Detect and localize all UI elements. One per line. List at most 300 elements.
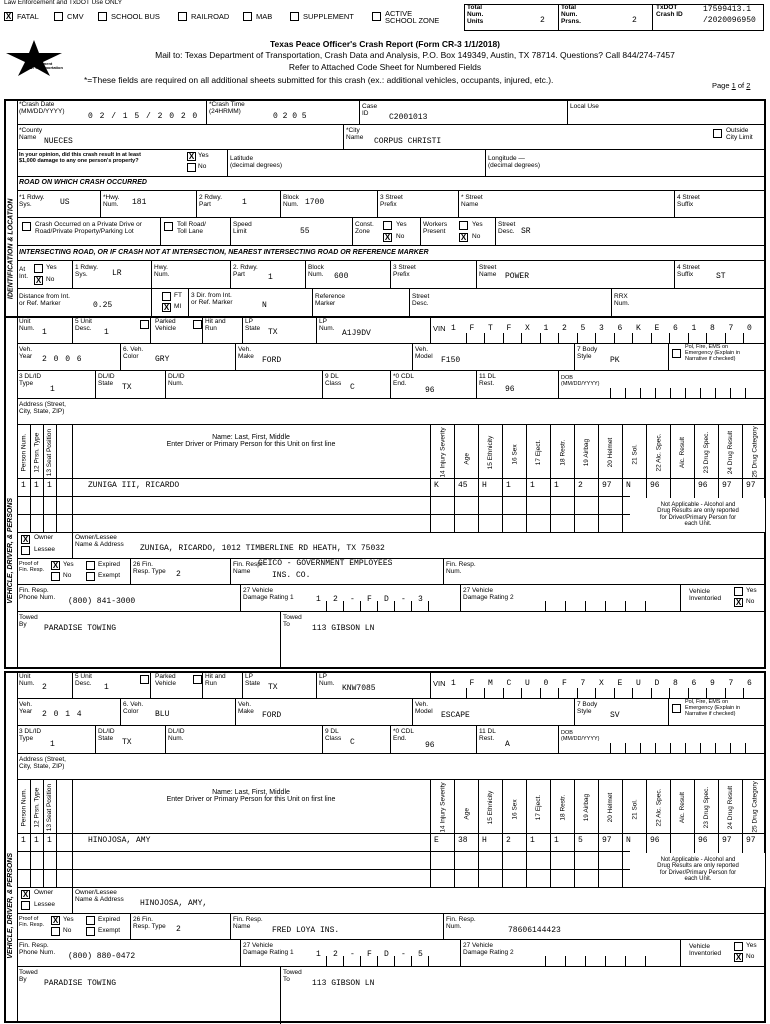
case-id: C2001013 bbox=[389, 113, 428, 122]
damage1-char: - bbox=[401, 595, 406, 604]
unit-1-section bbox=[0, 316, 770, 669]
damage1-char: 1 bbox=[316, 595, 321, 604]
na-note: Not Applicable - Alcohol and Drug Results are only reported for Driver/Primary Person for each Unit. bbox=[657, 502, 739, 527]
street-suffix-label: 4 Street Suffix bbox=[677, 194, 700, 208]
vin-char: F bbox=[469, 679, 475, 688]
towed-by: PARADISE TOWING bbox=[44, 979, 117, 988]
damage1-char: D bbox=[384, 950, 389, 959]
side-vehicle: VEHICLE, DRIVER, & PERSONS bbox=[7, 853, 15, 959]
lp-num: A1J9DV bbox=[342, 329, 371, 338]
col-header: Alc. Result bbox=[679, 791, 687, 823]
person-field: 96 bbox=[698, 481, 708, 490]
col-header: 22 Alc. Spec. bbox=[655, 433, 663, 472]
veh-make-label: Veh. Make bbox=[238, 701, 254, 715]
total-units-label: Total Num. Units bbox=[467, 4, 484, 25]
expired-label: Expired bbox=[98, 561, 121, 568]
at-int-no-checkbox[interactable]: X bbox=[35, 276, 42, 285]
veh-year-label: Veh. Year bbox=[19, 701, 33, 715]
county-label: *County Name bbox=[19, 127, 43, 141]
crash-date-label: *Crash Date (MM/DD/YYYY) bbox=[19, 101, 65, 115]
inventoried-no-checkbox[interactable]: X bbox=[735, 953, 742, 962]
lp-num-label: LP Num. bbox=[319, 673, 335, 687]
rdwy-sys2-label: 1 Rdwy. Sys. bbox=[75, 264, 98, 278]
proof-yes-checkbox[interactable]: X bbox=[52, 916, 59, 925]
address-label: Address (Street, City, State, ZIP) bbox=[19, 756, 66, 770]
vin-char: D bbox=[654, 679, 660, 688]
expired-checkbox[interactable] bbox=[86, 916, 95, 925]
fin-num: 78606144423 bbox=[508, 926, 561, 935]
veh-model-label: Veh. Model bbox=[415, 346, 433, 360]
fin-num-label: Fin. Resp. Num. bbox=[446, 561, 476, 575]
exempt-checkbox[interactable] bbox=[86, 927, 95, 936]
proof-yes-label: Yes bbox=[63, 561, 74, 568]
inventoried-yes-label: Yes bbox=[746, 587, 757, 594]
street-desc: SR bbox=[521, 227, 531, 236]
block2: 600 bbox=[334, 272, 349, 281]
damage1-char: 2 bbox=[333, 595, 338, 604]
person-field: 45 bbox=[458, 481, 468, 490]
fin-name-top: GEICO - GOVERNMENT EMPLOYEES bbox=[258, 559, 393, 568]
col-header: 24 Drug Result bbox=[727, 430, 735, 475]
vin-char: 1 bbox=[543, 324, 549, 333]
hit-run-label: Hit and Run bbox=[205, 318, 226, 332]
vin-char: F bbox=[506, 324, 512, 333]
vin-label: VIN bbox=[433, 324, 446, 333]
col-header: 17 Eject. bbox=[535, 439, 543, 466]
unit-num: 2 bbox=[42, 683, 47, 692]
veh-color-label: 6. Veh. Color bbox=[123, 346, 144, 360]
col-header: 13 Seat Position bbox=[46, 783, 54, 832]
seat-position: 1 bbox=[47, 836, 52, 845]
inventoried-yes-checkbox[interactable] bbox=[734, 942, 743, 951]
unit-desc: 1 bbox=[104, 328, 109, 337]
exempt-label: Exempt bbox=[98, 927, 121, 934]
distance-label: Distance from Int. or Ref. Marker bbox=[19, 293, 70, 307]
mail-to: Mail to: Texas Department of Transportation, Crash Data and Analysis, P.O. Box 149349, Austin, TX 78714. Questions? Call 844/274-7457 bbox=[155, 50, 675, 60]
unit-desc-label: 5 Unit Desc. bbox=[75, 673, 92, 687]
person-field: 2 bbox=[506, 836, 511, 845]
side-vehicle: VEHICLE, DRIVER, & PERSONS bbox=[7, 498, 15, 604]
person-field: 96 bbox=[698, 836, 708, 845]
damage1-label: 27 Vehicle Damage Rating 1 bbox=[243, 587, 294, 601]
inventoried-no-label: No bbox=[746, 598, 755, 605]
vin-char: 3 bbox=[599, 324, 604, 333]
dl-state: TX bbox=[122, 383, 132, 392]
proof-no-checkbox[interactable] bbox=[51, 927, 60, 936]
inventoried-no-label: No bbox=[746, 953, 755, 960]
hit-run-label: Hit and Run bbox=[205, 673, 226, 687]
col-header: 22 Alc. Spec. bbox=[655, 788, 663, 827]
latitude-label: Latitude (decimal degrees) bbox=[230, 155, 283, 169]
proof-no-checkbox[interactable] bbox=[51, 572, 60, 581]
dl-class: C bbox=[350, 383, 355, 392]
fin-name: INS. CO. bbox=[272, 571, 311, 580]
vin-char: 1 bbox=[691, 324, 697, 333]
vin-char: 7 bbox=[728, 324, 734, 333]
person-num: 1 bbox=[21, 836, 26, 845]
form-title: Texas Peace Officer's Crash Report (Form CR-3 1/1/2018) bbox=[269, 39, 501, 49]
fin-type: 2 bbox=[176, 925, 181, 934]
lp-state-label: LP State bbox=[245, 318, 261, 332]
name-header: Name: Last, First, Middle Enter Driver or Primary Person for this Unit on first line bbox=[166, 789, 336, 804]
street-name2-label: Street Name bbox=[479, 264, 497, 278]
flag-active-school-zone-checkbox[interactable] bbox=[372, 12, 381, 21]
col-header: 16 Sex bbox=[511, 444, 519, 465]
person-field: 97 bbox=[602, 481, 612, 490]
vin-char: 6 bbox=[747, 679, 752, 688]
inventoried-no-checkbox[interactable]: X bbox=[735, 598, 742, 607]
dl-state-label: DL/ID State bbox=[98, 728, 115, 742]
col-header: 21 Sol. bbox=[631, 444, 639, 465]
flag-cmv-checkbox[interactable] bbox=[54, 12, 63, 21]
damage1-char: - bbox=[350, 950, 355, 959]
damage1-char: F bbox=[367, 595, 372, 604]
dob-label: DOB (MM/DD/YYYY) bbox=[561, 375, 600, 387]
dl-type-label: 3 DL/ID Type bbox=[19, 373, 42, 387]
crash-time: 0 2 0 5 bbox=[273, 112, 307, 121]
flag-supplement-checkbox[interactable] bbox=[290, 12, 299, 21]
fin-phone: (800) 841-3000 bbox=[68, 597, 136, 606]
flag-label: SCHOOL BUS bbox=[111, 12, 160, 21]
col-header: 25 Drug Category bbox=[751, 781, 759, 833]
const-no-label: No bbox=[396, 233, 405, 240]
flag-label: CMV bbox=[67, 12, 84, 21]
ft-label: FT bbox=[174, 292, 182, 299]
col-header: 24 Drug Result bbox=[727, 785, 735, 830]
person-field: 1 bbox=[506, 481, 511, 490]
local-use-label: Local Use bbox=[570, 103, 599, 110]
col-header: 12 Prsn. Type bbox=[33, 787, 41, 828]
at-int-no-label: No bbox=[46, 276, 55, 283]
lp-state: TX bbox=[268, 328, 278, 337]
dl-rest: A bbox=[505, 740, 510, 749]
dl-rest-label: 11 DL Rest. bbox=[479, 373, 496, 387]
dl-rest: 96 bbox=[505, 385, 515, 394]
hwy-label: *Hwy. Num. bbox=[103, 194, 120, 208]
col-header: 14 Injury Severity bbox=[439, 782, 447, 833]
street-desc-label: Street Desc. bbox=[498, 221, 516, 235]
col-header: 18 Restr. bbox=[559, 794, 567, 821]
pol-fire-label: Pol, Fire, EMS on Emergency (Explain in Narrative if checked) bbox=[685, 344, 741, 362]
col-header: Alc. Result bbox=[679, 436, 687, 468]
veh-make: FORD bbox=[262, 356, 282, 365]
expired-label: Expired bbox=[98, 916, 121, 923]
towed-to-label: Towed To bbox=[283, 969, 302, 983]
person-field: 97 bbox=[746, 481, 756, 490]
lessee-checkbox[interactable] bbox=[21, 546, 30, 555]
street-name2: POWER bbox=[505, 272, 530, 281]
vin-char: C bbox=[506, 679, 512, 688]
veh-color-label: 6. Veh. Color bbox=[123, 701, 144, 715]
towed-to: 113 GIBSON LN bbox=[312, 624, 375, 633]
rdwy-part: 1 bbox=[242, 198, 247, 207]
owner-address: ZUNIGA, RICARDO, 1012 TIMBERLINE RD HEATH, TX 75032 bbox=[140, 544, 385, 553]
person-field: N bbox=[626, 481, 631, 490]
col-header: 15 Ethnicity bbox=[487, 790, 495, 825]
const-no-checkbox[interactable]: X bbox=[384, 233, 391, 242]
flag-label: MAB bbox=[256, 12, 273, 21]
outside-city-checkbox[interactable] bbox=[713, 129, 722, 138]
hwy: 181 bbox=[132, 198, 147, 207]
unit-num: 1 bbox=[42, 328, 47, 337]
dl-state: TX bbox=[122, 738, 132, 747]
veh-color: GRY bbox=[155, 355, 170, 364]
crash-date: 0 2 / 1 5 / 2 0 2 0 bbox=[88, 112, 199, 121]
at-int-label: At Int. bbox=[19, 266, 29, 280]
flag-label: ACTIVE SCHOOL ZONE bbox=[385, 9, 440, 26]
street-prefix2-label: 3 Street Prefix bbox=[393, 264, 416, 278]
flag-label: SUPPLEMENT bbox=[303, 12, 354, 21]
damage1-char: 1 bbox=[316, 950, 321, 959]
vin-char: 6 bbox=[617, 324, 623, 333]
damage1-char: 2 bbox=[333, 950, 338, 959]
person-field: 1 bbox=[530, 481, 535, 490]
street-suffix2: ST bbox=[716, 272, 726, 281]
pol-fire-checkbox[interactable] bbox=[672, 704, 681, 713]
damage1-char: D bbox=[384, 595, 389, 604]
person-field: 97 bbox=[746, 836, 756, 845]
vin-char: 5 bbox=[580, 324, 586, 333]
proof-yes-checkbox[interactable]: X bbox=[52, 561, 59, 570]
txdot-crash-id: 17599413.1 bbox=[703, 5, 752, 14]
fin-num-label: Fin. Resp. Num. bbox=[446, 916, 476, 930]
seat-position: 1 bbox=[47, 481, 52, 490]
person-field: 96 bbox=[650, 836, 660, 845]
rdwy-part-label: 2 Rdwy. Part bbox=[199, 194, 222, 208]
vin-char: X bbox=[525, 324, 530, 333]
person-field: 96 bbox=[650, 481, 660, 490]
person-field: 97 bbox=[722, 836, 732, 845]
block2-label: Block Num. bbox=[308, 264, 324, 278]
col-header: Person Num. bbox=[20, 788, 28, 827]
address-label: Address (Street, City, State, ZIP) bbox=[19, 401, 66, 415]
expired-checkbox[interactable] bbox=[86, 561, 95, 570]
col-header: 16 Sex bbox=[511, 799, 519, 820]
body-style: SV bbox=[610, 711, 620, 720]
txdot-crash-id-label: TxDOT Crash ID bbox=[656, 4, 683, 18]
towed-to-label: Towed To bbox=[283, 614, 302, 628]
ref-marker-label: Reference Marker bbox=[315, 293, 345, 307]
inventoried-label: Vehicle Inventoried bbox=[689, 588, 722, 602]
street-desc2-label: Street Desc. bbox=[412, 293, 430, 307]
person-field: 38 bbox=[458, 836, 468, 845]
cdl-label: *0 CDL End. bbox=[393, 728, 414, 742]
owner-label: Owner bbox=[34, 534, 54, 541]
flag-fatal-checkbox[interactable]: X bbox=[5, 12, 12, 21]
unit-num-label: Unit Num. bbox=[19, 673, 35, 687]
vin-char: U bbox=[636, 679, 641, 688]
workers-present-label: Workers Present bbox=[423, 221, 448, 235]
block-label: Block Num. bbox=[283, 194, 299, 208]
vin-char: K bbox=[636, 324, 641, 333]
pol-fire-checkbox[interactable] bbox=[672, 349, 681, 358]
workers-yes-checkbox[interactable] bbox=[459, 221, 468, 230]
person-field: K bbox=[434, 481, 439, 490]
dl-num-label: DL/ID Num. bbox=[168, 373, 185, 387]
vin-char: 1 bbox=[451, 679, 456, 688]
dl-type: 1 bbox=[50, 740, 55, 749]
const-yes-checkbox[interactable] bbox=[383, 221, 392, 230]
fin-name-label: Fin. Resp. Name bbox=[233, 916, 263, 930]
fin-name-label: Fin. Resp. Name bbox=[233, 561, 263, 575]
mi-label: MI bbox=[174, 303, 182, 310]
city-label: *City Name bbox=[346, 127, 364, 141]
private-drive-checkbox[interactable] bbox=[22, 222, 31, 231]
col-header: 12 Prsn. Type bbox=[33, 432, 41, 473]
vin-char: F bbox=[562, 679, 567, 688]
hwy2-label: Hwy. Num. bbox=[154, 264, 170, 278]
proof-no-label: No bbox=[63, 927, 72, 934]
col-header: 25 Drug Category bbox=[751, 426, 759, 478]
damage1-char: 3 bbox=[418, 595, 423, 604]
inventoried-yes-checkbox[interactable] bbox=[734, 587, 743, 596]
veh-make: FORD bbox=[262, 711, 282, 720]
vin-char: 0 bbox=[543, 679, 549, 688]
flag-school-bus-checkbox[interactable] bbox=[98, 12, 107, 21]
lessee-checkbox[interactable] bbox=[21, 901, 30, 910]
cdl-end: 96 bbox=[425, 741, 435, 750]
fin-phone-label: Fin. Resp. Phone Num. bbox=[19, 587, 56, 601]
owner-lessee-label: Owner/Lessee Name & Address bbox=[75, 534, 124, 548]
veh-color: BLU bbox=[155, 710, 170, 719]
col-header: Person Num. bbox=[20, 433, 28, 472]
vin-char: 0 bbox=[747, 324, 752, 333]
side-ident: IDENTIFICATION & LOCATION bbox=[7, 198, 15, 300]
lp-state: TX bbox=[268, 683, 278, 692]
person-type: 1 bbox=[34, 836, 39, 845]
body-style-label: 7 Body Style bbox=[577, 346, 598, 360]
toll-road-label: Toll Road/ Toll Lane bbox=[177, 221, 206, 235]
damage-no-checkbox[interactable] bbox=[187, 163, 196, 172]
person-field: 2 bbox=[578, 481, 583, 490]
person-field: 1 bbox=[554, 836, 559, 845]
lessee-label: Lessee bbox=[34, 901, 55, 908]
owner-label: Owner bbox=[34, 889, 54, 896]
owner-checkbox[interactable]: X bbox=[22, 890, 29, 899]
person-name: ZUNIGA III, RICARDO bbox=[88, 481, 180, 490]
proof-yes-label: Yes bbox=[63, 916, 74, 923]
rdwy-sys: US bbox=[60, 198, 70, 207]
cdl-end: 96 bbox=[425, 386, 435, 395]
street-prefix-label: 3 Street Prefix bbox=[380, 194, 403, 208]
private-drive-label: Crash Occurred on a Private Drive or Road/Private Property/Parking Lot bbox=[35, 221, 142, 235]
fin-type-label: 26 Fin. Resp. Type bbox=[133, 561, 166, 575]
ft-checkbox[interactable] bbox=[162, 292, 171, 301]
vin-char: F bbox=[469, 324, 475, 333]
parked-label: Parked Vehicle bbox=[155, 673, 176, 687]
vin-char: 7 bbox=[728, 679, 734, 688]
vin-char: U bbox=[525, 679, 530, 688]
col-header: 14 Injury Severity bbox=[439, 427, 447, 478]
col-header: 21 Sol. bbox=[631, 799, 639, 820]
owner-address: HINOJOSA, AMY, bbox=[140, 899, 208, 908]
flag-railroad-checkbox[interactable] bbox=[178, 12, 187, 21]
col-header: Age bbox=[463, 452, 471, 465]
damage-no-label: No bbox=[198, 163, 207, 170]
col-header: 23 Drug Spec. bbox=[703, 786, 711, 829]
workers-no-checkbox[interactable]: X bbox=[460, 233, 467, 242]
dl-class: C bbox=[350, 738, 355, 747]
damage-yes-checkbox[interactable]: X bbox=[188, 152, 195, 161]
damage2-label: 27 Vehicle Damage Rating 2 bbox=[463, 587, 514, 601]
proof-label: Proof of Fin. Resp. bbox=[19, 561, 45, 573]
col-header: 15 Ethnicity bbox=[487, 435, 495, 470]
parked-checkbox[interactable] bbox=[140, 320, 149, 329]
hit-run-checkbox[interactable] bbox=[193, 675, 202, 684]
person-field: 1 bbox=[530, 836, 535, 845]
parked-label: Parked Vehicle bbox=[155, 318, 176, 332]
owner-checkbox[interactable]: X bbox=[22, 535, 29, 544]
proof-no-label: No bbox=[63, 572, 72, 579]
toll-road-checkbox[interactable] bbox=[164, 222, 173, 231]
person-field: 5 bbox=[578, 836, 583, 845]
col-header: Age bbox=[463, 807, 471, 820]
vin-char: M bbox=[488, 679, 493, 688]
hit-run-checkbox[interactable] bbox=[193, 320, 202, 329]
owner-lessee-label: Owner/Lessee Name & Address bbox=[75, 889, 124, 903]
dl-class-label: 9 DL Class bbox=[325, 728, 342, 742]
damage-question: In your opinion, did this crash result in at least $1,000 damage to any one person's property? bbox=[19, 152, 141, 164]
street-suffix2-label: 4 Street Suffix bbox=[677, 264, 700, 278]
vin-char: 6 bbox=[673, 324, 678, 333]
crash-time-label: *Crash Time (24HRMM) bbox=[209, 101, 245, 115]
le-notice: Law Enforcement and TxDOT Use ONLY bbox=[4, 0, 123, 6]
na-note: Not Applicable - Alcohol and Drug Results are only reported for Driver/Primary Person for each Unit. bbox=[657, 857, 739, 882]
rdwy-sys-label: *1 Rdwy. Sys. bbox=[19, 194, 45, 208]
vin-label: VIN bbox=[433, 679, 446, 688]
dl-rest-label: 11 DL Rest. bbox=[479, 728, 496, 742]
speed-limit-label: Speed Limit bbox=[233, 221, 252, 235]
parked-checkbox[interactable] bbox=[140, 675, 149, 684]
person-type: 1 bbox=[34, 481, 39, 490]
flag-mab-checkbox[interactable] bbox=[243, 12, 252, 21]
at-int-yes-checkbox[interactable] bbox=[34, 264, 43, 273]
exempt-checkbox[interactable] bbox=[86, 572, 95, 581]
damage2-label: 27 Vehicle Damage Rating 2 bbox=[463, 942, 514, 956]
workers-no-label: No bbox=[472, 233, 481, 240]
flag-label: RAILROAD bbox=[191, 12, 230, 21]
vin-char: 1 bbox=[451, 324, 456, 333]
vin-char: E bbox=[654, 324, 660, 333]
page-indicator: Page 1 of 2 bbox=[712, 81, 751, 90]
flag-label: FATAL bbox=[17, 12, 39, 21]
vin-char: X bbox=[599, 679, 604, 688]
veh-model: ESCAPE bbox=[441, 711, 470, 720]
towed-to: 113 GIBSON LN bbox=[312, 979, 375, 988]
towed-by: PARADISE TOWING bbox=[44, 624, 117, 633]
at-int-yes-label: Yes bbox=[46, 264, 57, 271]
txdot-crash-id-2: /2020096950 bbox=[703, 16, 756, 25]
fin-type: 2 bbox=[176, 570, 181, 579]
veh-year: 2 0 1 4 bbox=[42, 710, 83, 719]
rdwy-sys2: LR bbox=[112, 269, 122, 278]
cdl-label: *0 CDL End. bbox=[393, 373, 414, 387]
unit-2-section bbox=[0, 671, 770, 1024]
inventoried-label: Vehicle Inventoried bbox=[689, 943, 722, 957]
veh-year: 2 0 0 6 bbox=[42, 355, 83, 364]
vin-char: T bbox=[488, 324, 493, 333]
body-style-label: 7 Body Style bbox=[577, 701, 598, 715]
dl-state-label: DL/ID State bbox=[98, 373, 115, 387]
col-header: 18 Restr. bbox=[559, 439, 567, 466]
dob-label: DOB (MM/DD/YYYY) bbox=[561, 730, 600, 742]
lp-num-label: LP Num. bbox=[319, 318, 335, 332]
col-header: 20 Helmet bbox=[607, 437, 615, 468]
const-yes-label: Yes bbox=[396, 221, 407, 228]
required-note: *=These fields are required on all additional sheets submitted for this crash (ex.: additional vehicles, occupants, injured, etc.). bbox=[84, 75, 554, 85]
mi-checkbox[interactable]: X bbox=[163, 303, 170, 312]
dl-type-label: 3 DL/ID Type bbox=[19, 728, 42, 742]
